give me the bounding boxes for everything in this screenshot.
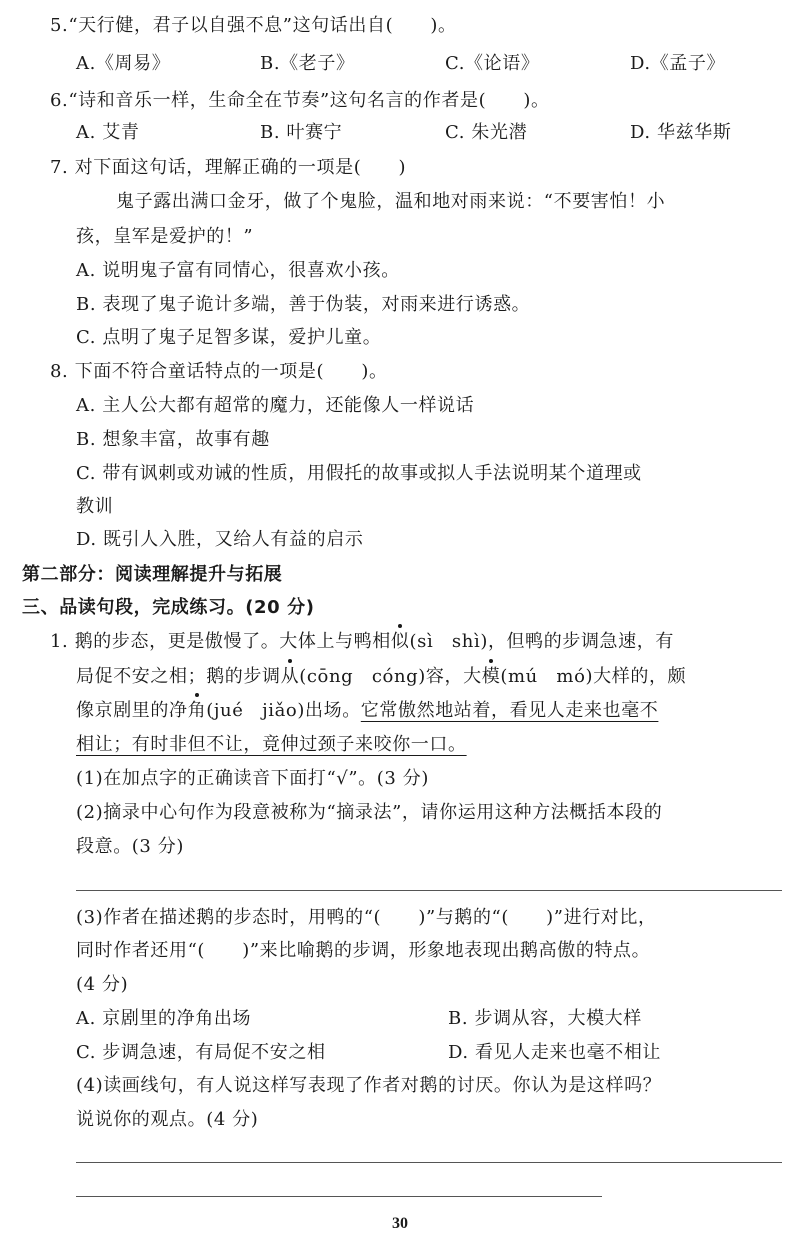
q8-option-c-line-1: C. 带有讽刺或劝诫的性质，用假托的故事或拟人手法说明某个道理或 — [76, 463, 642, 484]
q6-option-b: B. 叶赛宁 — [260, 122, 343, 143]
subquestion-1: (1)在加点字的正确读音下面打“√”。(3 分) — [76, 768, 429, 789]
dotted-character: 从 — [280, 666, 300, 687]
passage-text: (sì shì)，但鸭的步调急速，有 — [409, 631, 674, 652]
passage-text: 1. 鹅的步态，更是傲慢了。大体上与鸭相 — [50, 631, 391, 652]
passage-text: 像京剧里的净 — [76, 700, 188, 721]
passage-text: (cōng cóng)容，大 — [299, 666, 482, 687]
q5-stem: 5.“天行健，君子以自强不息”这句话出自( )。 — [50, 15, 457, 36]
answer-line[interactable] — [76, 890, 782, 891]
subquestion-3-option-d: D. 看见人走来也毫不相让 — [448, 1042, 662, 1063]
subquestion-3-line-1: (3)作者在描述鹅的步态时，用鸭的“( )”与鹅的“( )”进行对比， — [76, 907, 657, 928]
q8-option-b: B. 想象丰富，故事有趣 — [76, 429, 270, 450]
q7-stem: 7. 对下面这句话，理解正确的一项是( ) — [50, 157, 407, 178]
q6-option-d: D. 华兹华斯 — [630, 122, 732, 143]
subquestion-2-line-1: (2)摘录中心句作为段意被称为“摘录法”，请你运用这种方法概括本段的 — [76, 802, 663, 823]
subquestion-3-line-3: (4 分) — [76, 974, 129, 995]
q8-stem: 8. 下面不符合童话特点的一项是( )。 — [50, 361, 388, 382]
q7-quote-line-1: 鬼子露出满口金牙，做了个鬼脸，温和地对雨来说：“不要害怕！小 — [116, 191, 666, 212]
q5-option-c: C.《论语》 — [445, 53, 540, 74]
q6-stem: 6.“诗和音乐一样，生命全在节奏”这句名言的作者是( )。 — [50, 90, 550, 111]
q5-option-d: D.《孟子》 — [630, 53, 726, 74]
answer-line[interactable] — [76, 1162, 782, 1163]
q5-option-b: B.《老子》 — [260, 53, 355, 74]
q8-option-a: A. 主人公大都有超常的魔力，还能像人一样说话 — [76, 395, 475, 416]
underlined-sentence: 相让；有时非但不让，竟伸过颈子来咬你一口。 — [76, 734, 467, 755]
underlined-sentence: 它常傲然地站着，看见人走来也毫不 — [360, 700, 659, 721]
passage-text: 局促不安之相；鹅的步调 — [76, 666, 281, 687]
passage-line-2 — [76, 665, 686, 689]
subquestion-4-line-1: (4)读画线句，有人说这样写表现了作者对鹅的讨厌。你认为是这样吗？ — [76, 1075, 662, 1096]
q6-option-a: A. 艾青 — [76, 122, 140, 143]
dotted-character: 似 — [390, 631, 410, 652]
q5-option-a: A.《周易》 — [76, 53, 171, 74]
q8-option-d: D. 既引人入胜，又给人有益的启示 — [76, 529, 364, 550]
q8-option-c-line-2: 教训 — [76, 496, 114, 517]
subquestion-3-option-b: B. 步调从容，大模大样 — [448, 1008, 642, 1029]
page-number: 30 — [392, 1215, 408, 1232]
subquestion-4-line-2: 说说你的观点。(4 分) — [76, 1109, 259, 1130]
q6-option-c: C. 朱光潜 — [445, 122, 528, 143]
subquestion-3-option-a: A. 京剧里的净角出场 — [76, 1008, 252, 1029]
answer-line[interactable] — [76, 1196, 602, 1197]
part-two-heading: 第二部分：阅读理解提升与拓展 — [22, 564, 283, 585]
q7-option-a: A. 说明鬼子富有同情心，很喜欢小孩。 — [76, 260, 400, 281]
dotted-character: 模 — [481, 666, 501, 687]
passage-line-1 — [50, 630, 674, 654]
passage-text: (mú mó)大样的，颇 — [500, 666, 687, 687]
passage-text: (jué jiǎo)出场。 — [206, 700, 361, 721]
q7-quote-line-2: 孩，皇军是爱护的！” — [76, 226, 254, 247]
subquestion-2-line-2: 段意。(3 分) — [76, 836, 185, 857]
subquestion-3-line-2: 同时作者还用“( )”来比喻鹅的步调，形象地表现出鹅高傲的特点。 — [76, 940, 651, 961]
dotted-character: 角 — [187, 700, 207, 721]
q7-option-c: C. 点明了鬼子足智多谋，爱护儿童。 — [76, 327, 382, 348]
q7-option-b: B. 表现了鬼子诡计多端，善于伪装，对雨来进行诱惑。 — [76, 294, 531, 315]
passage-line-3 — [76, 699, 658, 723]
section-three-heading: 三、品读句段，完成练习。(20 分) — [22, 597, 315, 618]
subquestion-3-option-c: C. 步调急速，有局促不安之相 — [76, 1042, 326, 1063]
passage-line-4 — [76, 733, 467, 757]
